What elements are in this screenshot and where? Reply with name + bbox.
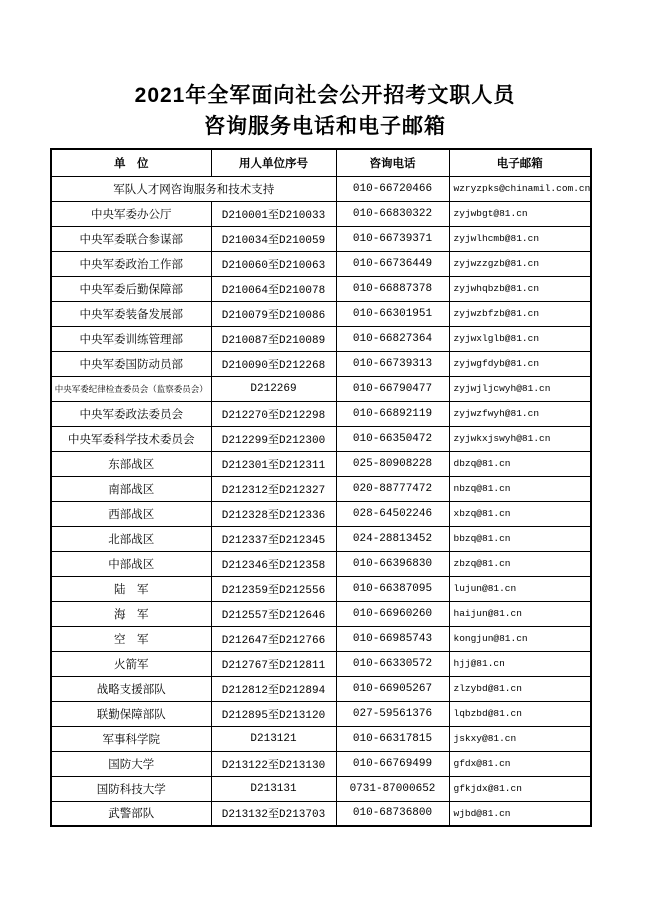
email-cell: jskxy@81.cn — [449, 726, 591, 751]
table-body — [51, 176, 591, 826]
unit-cell: 中央军委国防动员部 — [51, 351, 211, 376]
table-row — [51, 676, 591, 701]
email-cell: zyjwzzgzb@81.cn — [449, 251, 591, 276]
serial-cell: D213131 — [211, 776, 336, 801]
phone-cell: 010-66396830 — [336, 551, 449, 576]
phone-cell: 010-66985743 — [336, 626, 449, 651]
table-row — [51, 351, 591, 376]
serial-cell: D212269 — [211, 376, 336, 401]
email-cell: zyjwgfdyb@81.cn — [449, 351, 591, 376]
unit-cell: 国防科技大学 — [51, 776, 211, 801]
table-row — [51, 476, 591, 501]
unit-cell: 火箭军 — [51, 651, 211, 676]
phone-cell: 010-66350472 — [336, 426, 449, 451]
unit-cell: 武警部队 — [51, 801, 211, 826]
unit-cell: 陆 军 — [51, 576, 211, 601]
email-cell: nbzq@81.cn — [449, 476, 591, 501]
serial-cell: D212557至D212646 — [211, 601, 336, 626]
serial-cell: D212647至D212766 — [211, 626, 336, 651]
serial-cell: D212812至D212894 — [211, 676, 336, 701]
email-cell: kongjun@81.cn — [449, 626, 591, 651]
unit-cell: 空 军 — [51, 626, 211, 651]
unit-cell: 联勤保障部队 — [51, 701, 211, 726]
table-row — [51, 751, 591, 776]
email-cell: zyjwhqbzb@81.cn — [449, 276, 591, 301]
table-row — [51, 176, 591, 201]
serial-cell: D210087至D210089 — [211, 326, 336, 351]
table-row — [51, 726, 591, 751]
phone-cell: 010-66739313 — [336, 351, 449, 376]
unit-cell: 东部战区 — [51, 451, 211, 476]
serial-cell: D212895至D213120 — [211, 701, 336, 726]
unit-cell: 军事科学院 — [51, 726, 211, 751]
phone-cell: 025-80908228 — [336, 451, 449, 476]
phone-cell: 010-66317815 — [336, 726, 449, 751]
phone-cell: 024-28813452 — [336, 526, 449, 551]
serial-cell: D210079至D210086 — [211, 301, 336, 326]
unit-cell: 中央军委后勤保障部 — [51, 276, 211, 301]
email-cell: wzryzpks@chinamil.com.cn — [449, 176, 591, 201]
serial-cell: D212312至D212327 — [211, 476, 336, 501]
email-cell: zyjwxlglb@81.cn — [449, 326, 591, 351]
phone-cell: 010-66301951 — [336, 301, 449, 326]
column-header-phone: 咨询电话 — [336, 149, 449, 176]
phone-cell: 010-66720466 — [336, 176, 449, 201]
phone-cell: 010-66739371 — [336, 226, 449, 251]
email-cell: lqbzbd@81.cn — [449, 701, 591, 726]
serial-cell: D210090至D212268 — [211, 351, 336, 376]
serial-cell: D212299至D212300 — [211, 426, 336, 451]
serial-cell: D212301至D212311 — [211, 451, 336, 476]
table-row — [51, 776, 591, 801]
unit-cell: 中央军委训练管理部 — [51, 326, 211, 351]
serial-cell: D210034至D210059 — [211, 226, 336, 251]
email-cell: wjbd@81.cn — [449, 801, 591, 826]
email-cell: zyjwlhcmb@81.cn — [449, 226, 591, 251]
email-cell: dbzq@81.cn — [449, 451, 591, 476]
serial-cell: D213121 — [211, 726, 336, 751]
table-row — [51, 326, 591, 351]
phone-cell: 010-66790477 — [336, 376, 449, 401]
email-cell: haijun@81.cn — [449, 601, 591, 626]
page-title-line-1: 2021年全军面向社会公开招考文职人员 — [134, 84, 516, 107]
table-row — [51, 601, 591, 626]
email-cell: zyjwkxjswyh@81.cn — [449, 426, 591, 451]
email-cell: zbzq@81.cn — [449, 551, 591, 576]
phone-cell: 010-66827364 — [336, 326, 449, 351]
unit-cell: 中央军委办公厅 — [51, 201, 211, 226]
serial-cell: D210001至D210033 — [211, 201, 336, 226]
column-header-email: 电子邮箱 — [449, 149, 591, 176]
phone-cell: 010-66892119 — [336, 401, 449, 426]
table-row — [51, 526, 591, 551]
phone-cell: 020-88777472 — [336, 476, 449, 501]
unit-cell: 中央军委政法委员会 — [51, 401, 211, 426]
email-cell: zyjwbgt@81.cn — [449, 201, 591, 226]
email-cell: gfdx@81.cn — [449, 751, 591, 776]
serial-cell: D212346至D212358 — [211, 551, 336, 576]
phone-cell: 010-66887378 — [336, 276, 449, 301]
unit-cell: 中部战区 — [51, 551, 211, 576]
table-row — [51, 301, 591, 326]
unit-cell: 国防大学 — [51, 751, 211, 776]
email-cell: zyjwjljcwyh@81.cn — [449, 376, 591, 401]
table-row — [51, 426, 591, 451]
phone-cell: 027-59561376 — [336, 701, 449, 726]
unit-cell: 军队人才网咨询服务和技术支持 — [51, 176, 336, 201]
table-row — [51, 576, 591, 601]
phone-cell: 010-66736449 — [336, 251, 449, 276]
phone-cell: 010-66387095 — [336, 576, 449, 601]
phone-cell: 010-66830322 — [336, 201, 449, 226]
unit-cell: 中央军委联合参谋部 — [51, 226, 211, 251]
column-header-serial: 用人单位序号 — [211, 149, 336, 176]
table-row — [51, 201, 591, 226]
unit-cell: 中央军委纪律检查委员会（监察委员会） — [51, 376, 211, 401]
unit-cell: 中央军委科学技术委员会 — [51, 426, 211, 451]
unit-cell: 战略支援部队 — [51, 676, 211, 701]
serial-cell: D212767至D212811 — [211, 651, 336, 676]
table-row — [51, 401, 591, 426]
unit-cell: 北部战区 — [51, 526, 211, 551]
serial-cell: D213132至D213703 — [211, 801, 336, 826]
table-row — [51, 626, 591, 651]
table-row — [51, 251, 591, 276]
unit-cell: 西部战区 — [51, 501, 211, 526]
serial-cell: D213122至D213130 — [211, 751, 336, 776]
table-row — [51, 651, 591, 676]
email-cell: lujun@81.cn — [449, 576, 591, 601]
email-cell: gfkjdx@81.cn — [449, 776, 591, 801]
unit-cell: 中央军委装备发展部 — [51, 301, 211, 326]
page-title — [0, 0, 650, 142]
serial-cell: D210064至D210078 — [211, 276, 336, 301]
table-row — [51, 501, 591, 526]
table-row — [51, 451, 591, 476]
phone-cell: 010-66769499 — [336, 751, 449, 776]
serial-cell: D212359至D212556 — [211, 576, 336, 601]
email-cell: zyjwzfwyh@81.cn — [449, 401, 591, 426]
phone-cell: 010-66905267 — [336, 676, 449, 701]
unit-cell: 中央军委政治工作部 — [51, 251, 211, 276]
column-header-unit: 单 位 — [51, 149, 211, 176]
contact-table — [50, 148, 592, 827]
page-title-line-2: 咨询服务电话和电子邮箱 — [204, 115, 446, 138]
serial-cell: D210060至D210063 — [211, 251, 336, 276]
phone-cell: 028-64502246 — [336, 501, 449, 526]
phone-cell: 010-66960260 — [336, 601, 449, 626]
table-row — [51, 551, 591, 576]
table-header-row — [51, 149, 591, 176]
table-row — [51, 276, 591, 301]
serial-cell: D212270至D212298 — [211, 401, 336, 426]
email-cell: zlzybd@81.cn — [449, 676, 591, 701]
unit-cell: 南部战区 — [51, 476, 211, 501]
serial-cell: D212337至D212345 — [211, 526, 336, 551]
phone-cell: 010-66330572 — [336, 651, 449, 676]
table-row — [51, 376, 591, 401]
table-row — [51, 701, 591, 726]
email-cell: xbzq@81.cn — [449, 501, 591, 526]
unit-cell: 海 军 — [51, 601, 211, 626]
table-row — [51, 226, 591, 251]
phone-cell: 0731-87000652 — [336, 776, 449, 801]
serial-cell: D212328至D212336 — [211, 501, 336, 526]
table-row — [51, 801, 591, 826]
email-cell: bbzq@81.cn — [449, 526, 591, 551]
email-cell: zyjwzbfzb@81.cn — [449, 301, 591, 326]
email-cell: hjj@81.cn — [449, 651, 591, 676]
phone-cell: 010-68736800 — [336, 801, 449, 826]
